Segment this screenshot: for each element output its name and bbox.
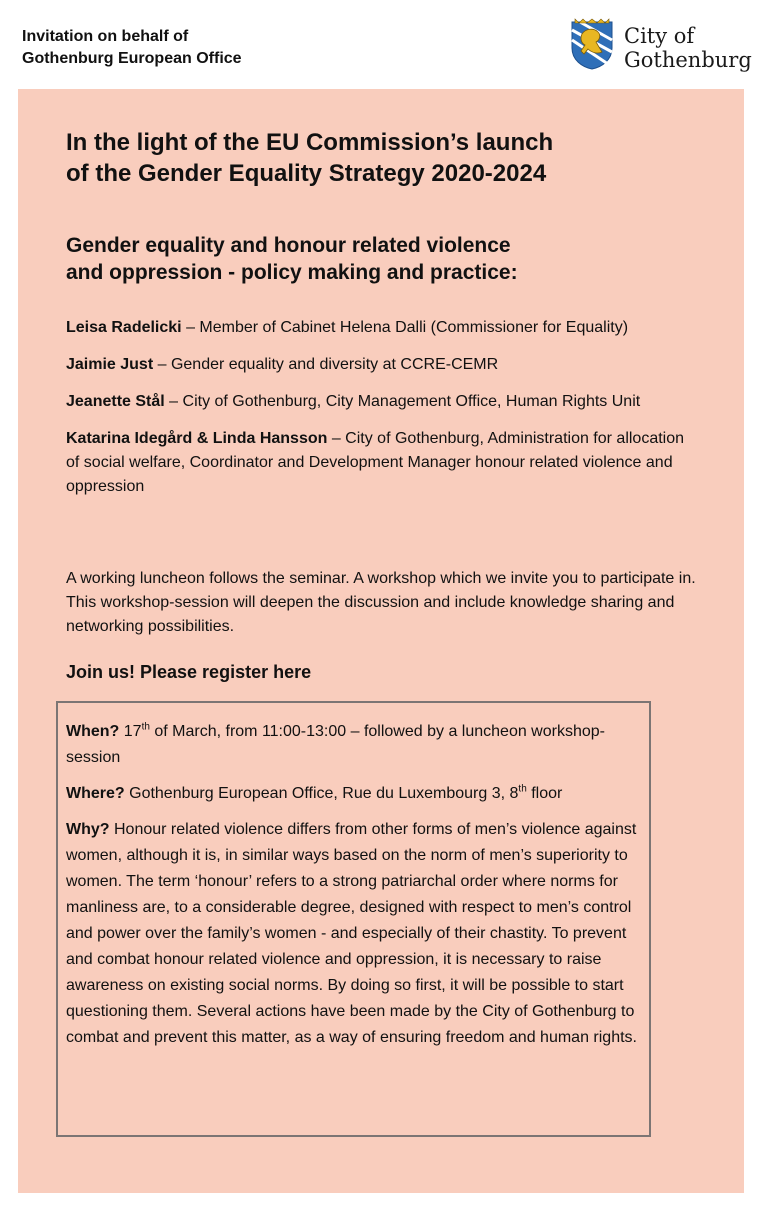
where-label: Where? — [66, 785, 125, 802]
city-of-gothenburg-coat-of-arms-icon — [568, 18, 616, 70]
city-logo — [568, 18, 752, 74]
speaker-item — [66, 353, 696, 377]
main-heading-line2: of the Gender Equality Strategy 2020-2024 — [66, 160, 547, 187]
invitation-header-line2: Gothenburg European Office — [22, 50, 242, 67]
when-suffix: th — [141, 721, 150, 733]
city-logo-text — [624, 24, 752, 72]
speaker-name: Jaimie Just — [66, 356, 154, 373]
event-details-box — [56, 701, 651, 1137]
where-detail — [66, 781, 646, 807]
why-detail — [66, 817, 646, 1051]
where-rest: floor — [526, 785, 563, 802]
logo-line1: City of — [624, 24, 695, 48]
invitation-header — [22, 26, 242, 70]
why-text: Honour related violence differs from other forms of men’s violence against women, although it is, in similar ways based on the norm of men’s superiority to women. The term ‘honour’ refers to a strong patriarchal order where norms for manliness are, to a considerable degree, designed with respect to men’s control and power over the family’s women - and especially of their chastity. To prevent and combat honour related violence and oppression, it is necessary to raise awareness on existing social norms. By doing so first, it will be possible to start questioning them. Several actions have been made by the City of Gothenburg to combat and prevent this matter, as a way of ensuring freedom and human rights. — [66, 821, 637, 1046]
speaker-item — [66, 316, 696, 340]
intro-paragraph: A working luncheon follows the seminar. A workshop which we invite you to participate in. This workshop-session will deepen the discussion and include knowledge sharing and networking possibilities. — [66, 570, 696, 635]
logo-line2: Gothenburg — [624, 48, 752, 72]
main-heading — [66, 127, 706, 189]
speaker-role: – Gender equality and diversity at CCRE-CEMR — [153, 356, 499, 373]
speaker-role: – Member of Cabinet Helena Dalli (Commissioner for Equality) — [181, 319, 629, 336]
speaker-role: – City of Gothenburg, Administration for allocation of social welfare, Coordinator and Development Manager honour related violence and oppression — [66, 430, 685, 495]
main-heading-line1: In the light of the EU Commission’s launch — [66, 129, 554, 156]
why-label: Why? — [66, 821, 110, 838]
when-day: 17 — [119, 723, 142, 740]
when-label: When? — [66, 723, 120, 740]
speaker-name: Leisa Radelicki — [66, 319, 182, 336]
when-text: of March, from 11:00-13:00 – followed by a luncheon workshop-session — [66, 723, 605, 766]
invitation-header-line1: Invitation on behalf of — [22, 28, 189, 45]
where-suffix: th — [518, 783, 527, 795]
seminar-title-line1: Gender equality and honour related violence — [66, 234, 511, 257]
seminar-title — [66, 232, 706, 286]
speaker-role: – City of Gothenburg, City Management Office, Human Rights Unit — [164, 393, 641, 410]
register-link[interactable]: Join us! Please register here — [66, 662, 312, 682]
speaker-item — [66, 390, 696, 414]
seminar-title-line2: and oppression - policy making and practice: — [66, 261, 518, 284]
when-detail — [66, 719, 646, 771]
speaker-list — [66, 316, 696, 512]
invitation-panel — [18, 89, 744, 1193]
speaker-item — [66, 427, 696, 499]
speaker-name: Katarina Idegård & Linda Hansson — [66, 430, 328, 447]
where-text: Gothenburg European Office, Rue du Luxembourg 3, 8 — [124, 785, 519, 802]
speaker-name: Jeanette Stål — [66, 393, 165, 410]
